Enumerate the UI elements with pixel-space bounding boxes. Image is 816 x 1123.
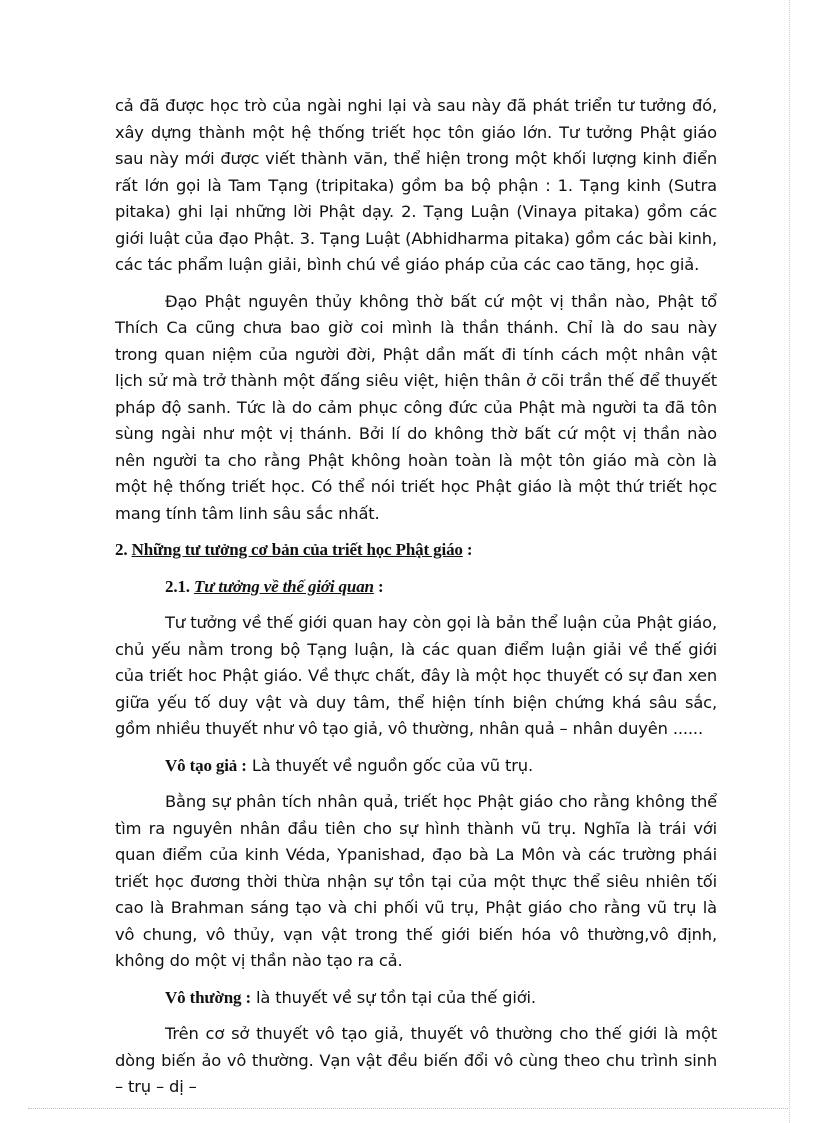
term-label: Vô thường : <box>165 987 251 1007</box>
document-body <box>115 93 717 1101</box>
term-definition: Là thuyết về nguồn gốc của vũ trụ. <box>251 755 533 775</box>
subsection-colon: : <box>377 576 384 596</box>
term-vo-thuong <box>115 985 717 1012</box>
section-colon: : <box>466 540 473 559</box>
subsection-title: Tư tưởng về thế giới quan <box>194 576 374 596</box>
paragraph-the-gioi-quan: Tư tưởng về thế giới quan hay còn gọi là bản thể luận của Phật giáo, chủ yếu nằm trong bộ Tạng luận, là các quan điểm luận giải về thế giới của triết hoc Phật giáo. Về thực chất, đây là một học thuyết có sự đan xen giữa yếu tố duy vật và duy tâm, thể hiện tính biện chứng khá sâu sắc, gồm nhiều thuyết như vô tạo giả, vô thường, nhân quả – nhân duyên ...... <box>115 613 717 738</box>
paragraph-phan-tich-nhan-qua: Bằng sự phân tích nhân quả, triết học Phật giáo cho rằng không thể tìm ra nguyên nhân đầu tiên cho sự hình thành vũ trụ. Nghĩa là trái với quan điểm của kinh Véda, Ypanishad, đạo bà La Môn và các trường phái triết học đương thời thừa nhận sự tồn tại của một thực thể siêu nhiên tối cao là Brahman sáng tạo và chi phối vũ trụ, Phật giáo cho rằng vũ trụ là vô chung, vô thủy, vạn vật trong thế giới biến hóa vô thường,vô định, không do một vị thần nào tạo ra cả. <box>115 792 717 970</box>
section-heading-2 <box>115 537 717 564</box>
paragraph-tam-tang: cả đã được học trò của ngài nghi lại và sau này đã phát triển tư tưởng đó, xây dựng thành một hệ thống triết học tôn giáo lớn. Tư tưởng Phật giáo sau này mới được viết thành văn, thể hiện trong một khối lượng kinh điển rất lớn gọi là Tam Tạng (tripitaka) gồm ba bộ phận : 1. Tạng kinh (Sutra pitaka) ghi lại những lời Phật dạy. 2. Tạng Luận (Vinaya pitaka) gồm các giới luật của đạo Phật. 3. Tạng Luật (Abhidharma pitaka) gồm các bài kinh, các tác phẩm luận giải, bình chú về giáo pháp của các cao tăng, học giả. <box>115 96 717 274</box>
term-vo-tao-gia <box>115 753 717 780</box>
subsection-number: 2.1. <box>165 576 190 596</box>
paragraph-dao-phat-nguyen-thuy: Đạo Phật nguyên thủy không thờ bất cứ một vị thần nào, Phật tổ Thích Ca cũng chưa bao giờ coi mình là thần thánh. Chỉ là do sau này trong quan niệm của người đời, Phật dần mất đi tính cách một nhân vật lịch sử mà trở thành một đấng siêu việt, hiện thân ở cõi trần thế để thuyết pháp độ sanh. Tức là do cảm phục công đức của Phật mà người ta đã tôn sùng ngài như một vị thánh. Bởi lí do không thờ bất cứ một vị thần nào nên người ta cho rằng Phật không hoàn toàn là một tôn giáo mà còn là một hệ thống triết học. Có thể nói triết học Phật giáo là một thứ triết học mang tính tâm linh sâu sắc nhất. <box>115 291 717 523</box>
subsection-heading-2-1 <box>115 574 717 601</box>
section-number: 2. <box>115 540 128 559</box>
page-margin-line <box>789 0 790 1123</box>
section-title: Những tư tưởng cơ bản của triết học Phật giáo <box>131 540 463 559</box>
page-footer-divider <box>28 1108 788 1109</box>
term-label: Vô tạo giả : <box>165 755 247 775</box>
term-definition: là thuyết về sự tồn tại của thế giới. <box>256 987 536 1007</box>
paragraph-thuyet-vo-thuong: Trên cơ sở thuyết vô tạo giả, thuyết vô thường cho thế giới là một dòng biến ảo vô thường. Vạn vật đều biến đổi vô cùng theo chu trình sinh – trụ – dị – <box>115 1024 717 1096</box>
